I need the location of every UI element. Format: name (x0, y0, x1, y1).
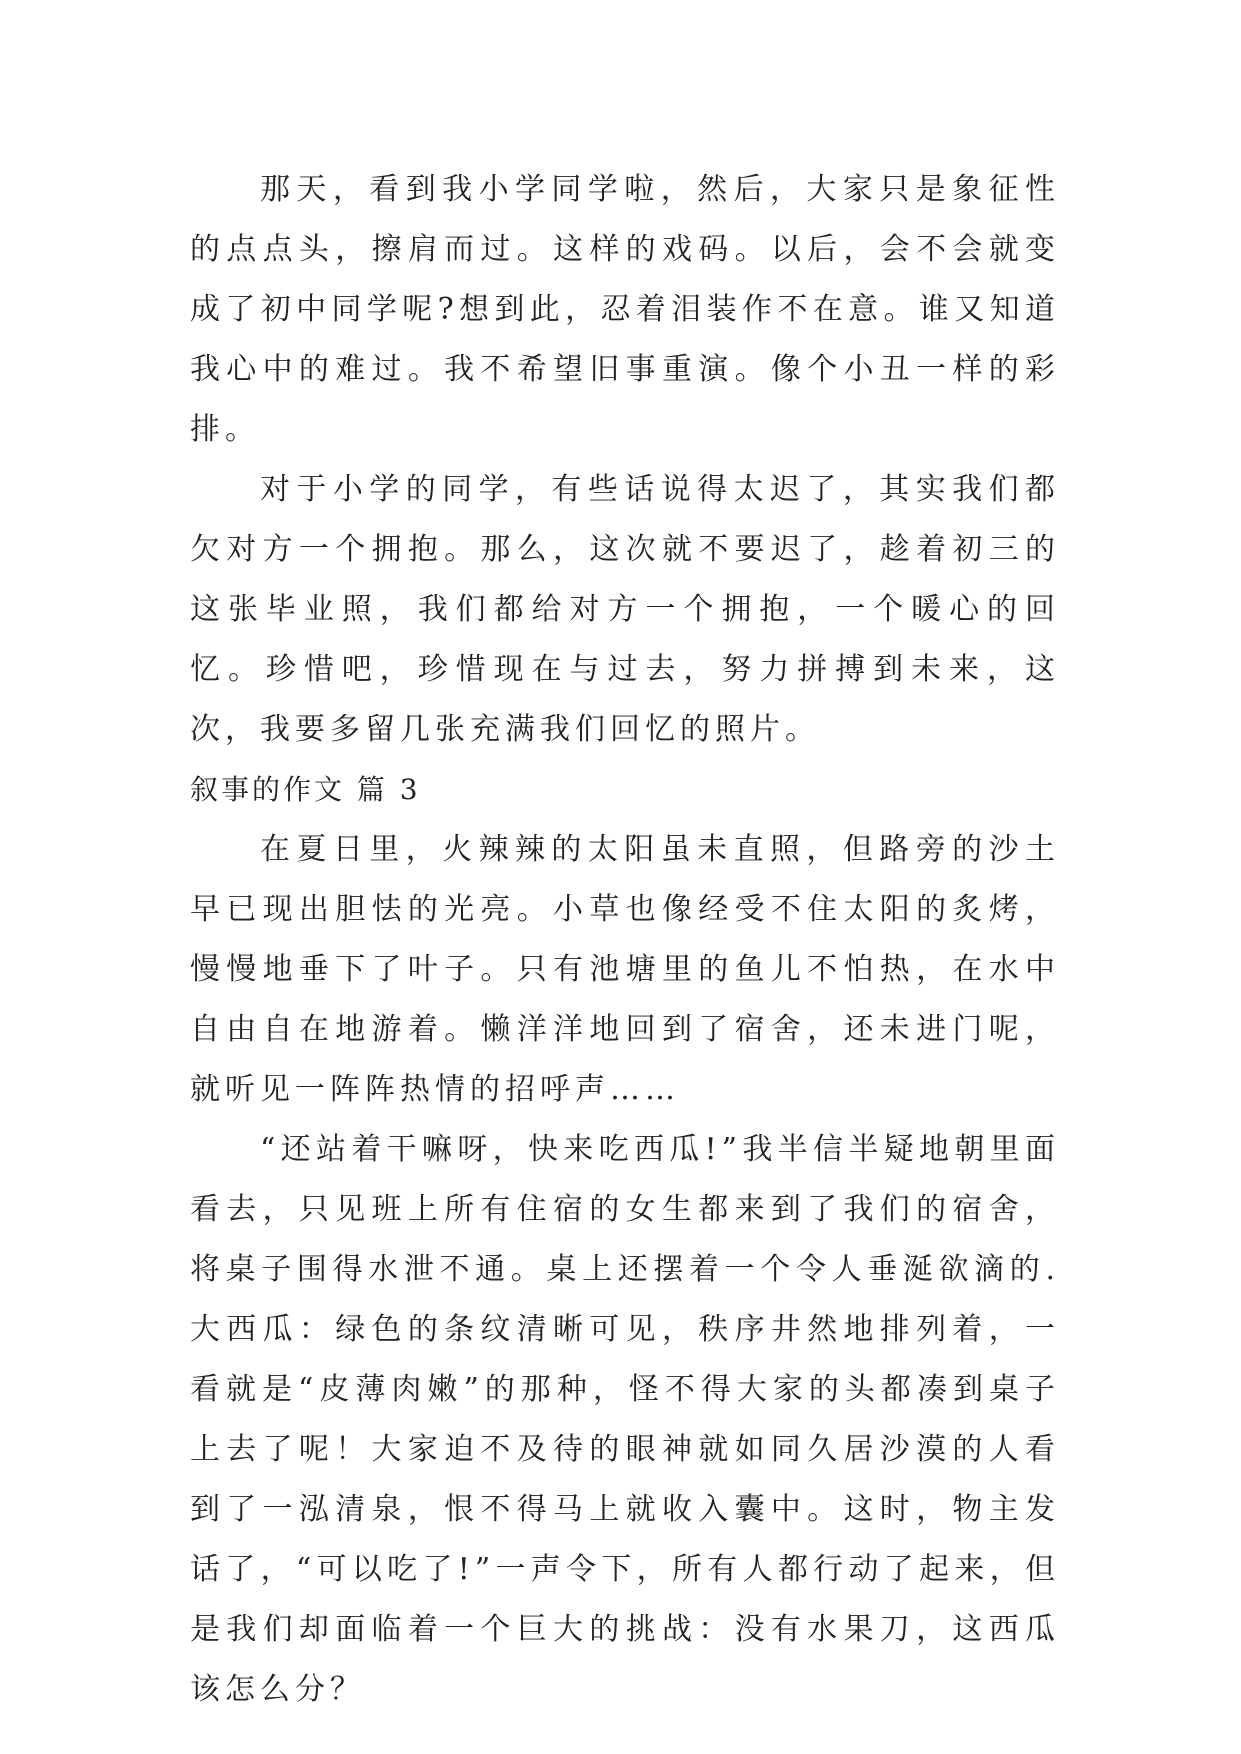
document-body (190, 160, 1060, 1720)
paragraph: “还站着干嘛呀，快来吃西瓜!”我半信半疑地朝里面看去，只见班上所有住宿的女生都来到了我们的宿舍，将桌子围得水泄不通。桌上还摆着一个令人垂涎欲滴的.大西瓜：绿色的条纹清晰可见，秩序井然地排列着，一看就是“皮薄肉嫩”的那种，怪不得大家的头都凑到桌子上去了呢！大家迫不及待的眼神就如同久居沙漠的人看到了一泓清泉，恨不得马上就收入囊中。这时，物主发话了，“可以吃了!”一声令下，所有人都行动了起来，但是我们却面临着一个巨大的挑战：没有水果刀，这西瓜该怎么分？ (190, 1132, 1060, 1707)
paragraph: 对于小学的同学，有些话说得太迟了，其实我们都欠对方一个拥抱。那么，这次就不要迟了，趁着初三的这张毕业照，我们都给对方一个拥抱，一个暖心的回忆。珍惜吧，珍惜现在与过去，努力拼搏到未来，这次，我要多留几张充满我们回忆的照片。 (190, 472, 1060, 747)
section-heading: 叙事的作文 篇 3 (190, 773, 421, 806)
paragraph: 那天，看到我小学同学啦，然后，大家只是象征性的点点头，擦肩而过。这样的戏码。以后，会不会就变成了初中同学呢?想到此，忍着泪装作不在意。谁又知道我心中的难过。我不希望旧事重演。像个小丑一样的彩排。 (190, 172, 1060, 447)
paragraph: 在夏日里，火辣辣的太阳虽未直照，但路旁的沙土早已现出胆怯的光亮。小草也像经受不住太阳的炙烤，慢慢地垂下了叶子。只有池塘里的鱼儿不怕热，在水中自由自在地游着。懒洋洋地回到了宿舍，还未进门呢，就听见一阵阵热情的招呼声…… (190, 832, 1060, 1107)
